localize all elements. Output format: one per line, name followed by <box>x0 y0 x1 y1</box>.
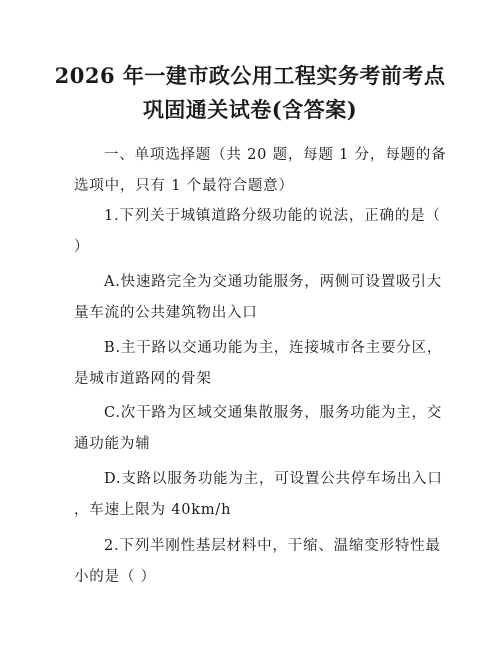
option-a-line-1: A.快速路完全为交通功能服务，两侧可设置吸引大 <box>104 274 442 290</box>
option-c-line-2: 通功能为辅 <box>74 436 151 452</box>
question-2-stem <box>74 531 454 593</box>
question-1-option-c <box>74 398 454 460</box>
question-1-stem-line-2: ） <box>74 239 90 255</box>
option-d-line-2: ，车速上限为 40km/h <box>74 502 232 518</box>
question-2-stem-line-1: 2.下列半刚性基层材料中，干缩、温缩变形特性最 <box>104 538 441 554</box>
option-b-line-2: 是城市道路网的骨架 <box>74 371 212 387</box>
question-1-option-d <box>74 464 454 526</box>
section-heading <box>74 140 454 202</box>
question-2-stem-line-2: 小的是（ ） <box>74 569 156 585</box>
question-1-option-b <box>74 333 454 395</box>
document-title-line-2: 巩固通关试卷(含答案) <box>142 97 358 122</box>
section-heading-line-1: 一、单项选择题（共 20 题，每题 1 分，每题的备 <box>104 147 447 163</box>
option-c-line-1: C.次干路为区域交通集散服务，服务功能为主，交 <box>104 405 443 421</box>
section-heading-line-2: 选项中，只有 1 个最符合题意） <box>74 178 294 194</box>
question-1-stem <box>74 201 454 263</box>
option-a-line-2: 量车流的公共建筑物出入口 <box>74 305 258 321</box>
option-d-line-1: D.支路以服务功能为主，可设置公共停车场出入口 <box>104 471 443 487</box>
document-title-line-1: 2026 年一建市政公用工程实务考前考点 <box>54 63 446 88</box>
option-b-line-1: B.主干路以交通功能为主，连接城市各主要分区， <box>104 340 443 356</box>
question-1-option-a <box>74 267 454 329</box>
question-1-stem-line-1: 1.下列关于城镇道路分级功能的说法，正确的是（ <box>104 208 441 224</box>
